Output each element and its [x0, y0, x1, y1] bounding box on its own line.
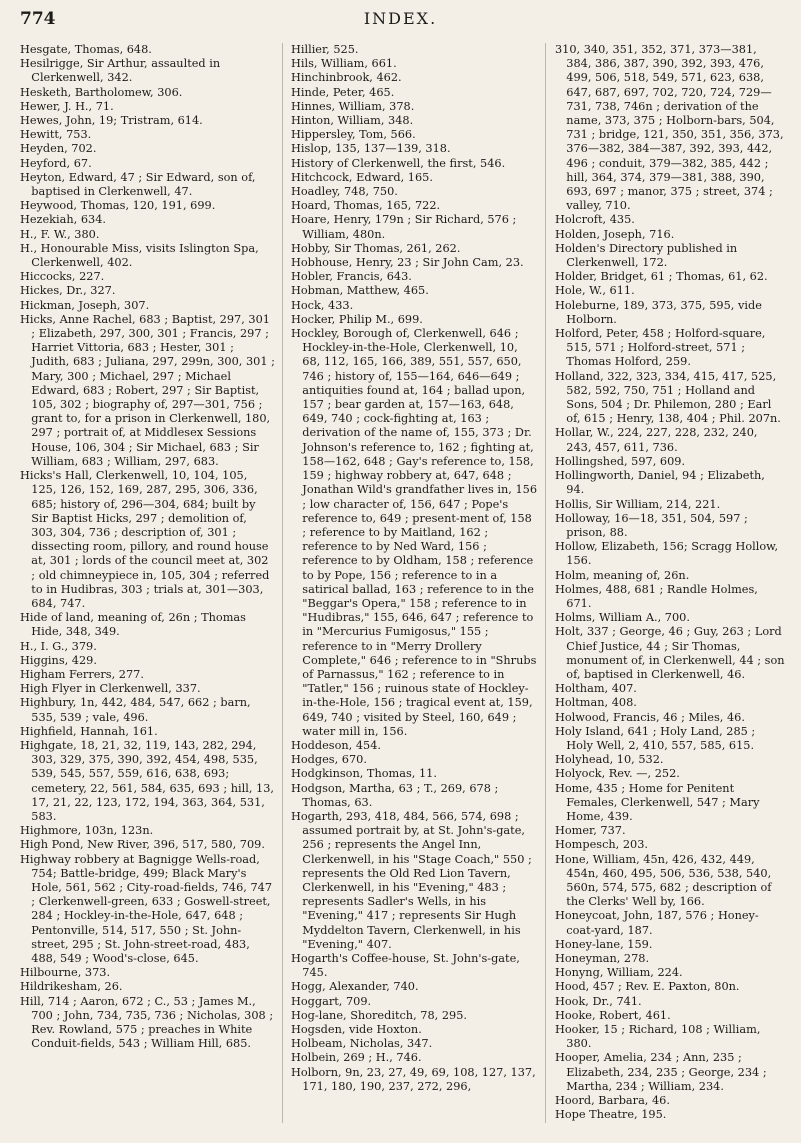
index-entry: Highbury, 1n, 442, 484, 547, 662 ; barn, 535, 539 ; vale, 496.: [20, 696, 251, 724]
index-entry: Hils, William, 661.: [291, 57, 397, 71]
index-entry: Hockley, Borough of, Clerkenwell, 646 ; Hockley-in-the-Hole, Clerkenwell, 10, 68, 112, 165, 166, 389, 551, 557, 650, 746 ; history of, 155—164, 646—649 ; antiquities found at, 164 ; ballad upon, 157 ; bear garden at, 157—163, 648, 649, 740 ; cock-fighting at, 163 ; derivation of the name of, 155, 373 ; Dr. Johnson's reference to, 162 ; fighting at, 158—162, 648 ; Gay's reference to, 158, 159 ; highway robbery at, 647, 648 ; Jonathan Wild's grandfather lives in, 156 ; low character of, 156, 647 ; Pope's reference to, 649 ; present-ment of, 158 ; reference to by Maitland, 162 ; reference to by Ned Ward, 156 ; reference to by Oldham, 158 ; reference to by Pope, 156 ; reference to in a satirical ballad, 163 ; reference to in the "Beggar's Opera," 158 ; reference to in "Hudibras," 155, 646, 647 ; reference to in "Mercurius Fumigosus," 155 ; reference to in "Merry Drollery Complete," 646 ; reference to in "Shrubs of Parnassus," 162 ; reference to in "Tatler," 156 ; ruinous state of Hockley-in-the-Hole, 156 ; tragical event at, 159, 649, 740 ; visited by Steel, 160, 649 ; water mill in, 156.: [291, 327, 538, 738]
index-entry: Home, 435 ; Home for Penitent Females, Clerkenwell, 547 ; Mary Home, 439.: [555, 781, 760, 823]
index-column-3: [555, 43, 785, 1122]
index-entry: Hompesch, 203.: [555, 838, 649, 852]
index-entry: Holtman, 408.: [555, 696, 637, 710]
index-entry: Holyhead, 10, 532.: [555, 753, 664, 767]
index-entry: Honyng, William, 224.: [555, 966, 683, 980]
index-entry: Hodgkinson, Thomas, 11.: [291, 767, 437, 781]
index-entry: Hogarth, 293, 418, 484, 566, 574, 698 ; assumed portrait by, at St. John's-gate, 256 ; represents the Angel Inn, Clerkenwell, in his "Stage Coach," 550 ; represents the Old Red Lion Tavern, Clerkenwell, in his "Evening," 483 ; represents Sadler's Wells, in his "Evening," 417 ; represents Sir Hugh Myddelton Tavern, Clerkenwell, in his "Evening," 407.: [291, 809, 532, 951]
index-entry: Holland, 322, 323, 334, 415, 417, 525, 582, 592, 750, 751 ; Holland and Sons, 504 ; Dr. Philemon, 280 ; Earl of, 615 ; Henry, 138, 404 ; Phil. 207n.: [555, 369, 781, 426]
index-entry: Heyton, Edward, 47 ; Sir Edward, son of, baptised in Clerkenwell, 47.: [20, 170, 256, 199]
index-entry: Hicks's Hall, Clerkenwell, 10, 104, 105, 125, 126, 152, 169, 287, 295, 306, 336, 685; history of, 296—304, 684; built by Sir Baptist Hicks, 297 ; demolition of, 303, 304, 736 ; description of, 301 ; dissecting room, pillory, and round house at, 301 ; lords of the council meet at, 302 ; old chimneypiece in, 105, 304 ; referred to in Hudibras, 303 ; trials at, 301—303, 684, 747.: [20, 469, 270, 610]
index-entry: Holtham, 407.: [555, 682, 637, 696]
index-entry: Hoddeson, 454.: [291, 738, 382, 752]
index-entry: Holwood, Francis, 46 ; Miles, 46.: [555, 710, 745, 724]
index-column-2: [291, 43, 538, 1094]
index-entry: Hinton, William, 348.: [291, 114, 414, 128]
index-entry: Hinnes, William, 378.: [291, 99, 415, 113]
index-entry: Hoard, Thomas, 165, 722.: [291, 199, 441, 213]
index-entry: 310, 340, 351, 352, 371, 373—381, 384, 386, 387, 390, 392, 393, 476, 499, 506, 518, 549, 571, 623, 638, 647, 687, 697, 702, 720, 724, 729—731, 738, 746n ; derivation of the name, 373, 375 ; Holborn-bars, 504, 731 ; bridge, 121, 350, 351, 356, 373, 376—382, 384—387, 392, 393, 442, 496 ; conduit, 379—382, 385, 442 ; hill, 364, 374, 379—381, 388, 390, 693, 697 ; manor, 375 ; street, 374 ; valley, 710.: [555, 43, 784, 213]
index-entry: Hogarth's Coffee-house, St. John's-gate, 745.: [291, 952, 520, 980]
index-entry: Hewes, John, 19; Tristram, 614.: [20, 114, 203, 128]
index-entry: Holbein, 269 ; H., 746.: [291, 1051, 422, 1065]
index-entry: Hodgson, Martha, 63 ; T., 269, 678 ; Thomas, 63.: [291, 781, 499, 809]
index-entry: Hinchinbrook, 462.: [291, 71, 402, 85]
index-entry: Heywood, Thomas, 120, 191, 699.: [20, 199, 216, 213]
index-entry: Holborn, 9n, 23, 27, 49, 69, 108, 127, 137, 171, 180, 190, 237, 272, 296,: [291, 1065, 536, 1093]
column-divider: [545, 43, 546, 1123]
index-entry: H., Honourable Miss, visits Islington Spa, Clerkenwell, 402.: [20, 241, 259, 270]
index-entry: H., F. W., 380.: [20, 227, 100, 241]
index-entry: Hillier, 525.: [291, 43, 359, 56]
index-entry: Heyford, 67.: [20, 156, 92, 170]
index-entry: Holbeam, Nicholas, 347.: [291, 1037, 433, 1051]
index-entry: Honey-lane, 159.: [555, 937, 653, 951]
index-entry: Hill, 714 ; Aaron, 672 ; C., 53 ; James M., 700 ; John, 734, 735, 736 ; Nicholas, 308 ; Rev. Rowland, 575 ; preaches in White Conduit-fields, 543 ; William Hill, 685.: [20, 994, 274, 1051]
index-entry: Hezekiah, 634.: [20, 213, 106, 227]
index-entry: Hog-lane, Shoreditch, 78, 295.: [291, 1008, 467, 1022]
index-entry: Hilbourne, 373.: [20, 966, 111, 980]
index-entry: Holcroft, 435.: [555, 213, 635, 227]
index-entry: Hooke, Robert, 461.: [555, 1008, 671, 1022]
index-entry: Hole, W., 611.: [555, 284, 635, 298]
index-entry: Honeyman, 278.: [555, 952, 650, 965]
index-entry: Hesilrigge, Sir Arthur, assaulted in Clerkenwell, 342.: [20, 57, 221, 85]
index-entry: Hogg, Alexander, 740.: [291, 980, 419, 994]
index-entry: Holder, Bridget, 61 ; Thomas, 61, 62.: [555, 270, 768, 284]
index-entry: Hope Theatre, 195.: [555, 1108, 667, 1122]
index-entry: Hook, Dr., 741.: [555, 994, 642, 1008]
index-entry: Hesketh, Bartholomew, 306.: [20, 85, 183, 99]
index-entry: Hock, 433.: [291, 298, 354, 312]
index-entry: Hocker, Philip M., 699.: [291, 312, 423, 326]
index-entry: Hewitt, 753.: [20, 128, 92, 142]
index-entry: Holloway, 16—18, 351, 504, 597 ; prison, 88.: [555, 511, 748, 539]
index-entry: H., I. G., 379.: [20, 639, 97, 653]
index-entry: High Flyer in Clerkenwell, 337.: [20, 682, 201, 696]
index-entry: Hobby, Sir Thomas, 261, 262.: [291, 241, 461, 255]
index-entry: Hislop, 135, 137—139, 318.: [291, 142, 451, 156]
index-entry: Hooper, Amelia, 234 ; Ann, 235 ; Elizabeth, 234, 235 ; George, 234 ; Martha, 234 ; William, 234.: [555, 1051, 767, 1093]
index-entry: Hickman, Joseph, 307.: [20, 298, 150, 312]
index-entry: Higgins, 429.: [20, 653, 97, 667]
index-entry: Hollar, W., 224, 227, 228, 232, 240, 243, 457, 611, 736.: [555, 426, 758, 454]
index-entry: Hesgate, Thomas, 648.: [20, 43, 152, 56]
index-entry: Hippersley, Tom, 566.: [291, 128, 416, 142]
index-entry: Hollingworth, Daniel, 94 ; Elizabeth, 94.: [555, 469, 765, 497]
index-entry: Hinde, Peter, 465.: [291, 85, 395, 99]
index-entry: Honeycoat, John, 187, 576 ; Honey-coat-yard, 187.: [555, 909, 759, 937]
index-entry: Hone, William, 45n, 426, 432, 449, 454n, 460, 495, 506, 536, 538, 540, 560n, 574, 575, 682 ; description of the Clerks' Well by, 166.: [555, 852, 772, 909]
index-entry: Holms, William A., 700.: [555, 611, 690, 625]
index-entry: Hildrikesham, 26.: [20, 980, 123, 994]
index-entry: Higham Ferrers, 277.: [20, 667, 144, 681]
index-entry: High Pond, New River, 396, 517, 580, 709.: [20, 838, 265, 852]
index-entry: Hoggart, 709.: [291, 994, 372, 1008]
index-entry: Hicks, Anne Rachel, 683 ; Baptist, 297, 301 ; Elizabeth, 297, 300, 301 ; Francis, 297 ; Harriet Vittoria, 683 ; Hester, 301 ; Judith, 683 ; Juliana, 297, 299n, 300, 301 ; Mary, 300 ; Michael, 297 ; Michael Edward, 683 ; Robert, 297 ; Sir Baptist, 105, 302 ; biography of, 297—301, 756 ; grant to, for a prison in Clerkenwell, 180, 297 ; portrait of, at Middlesex Sessions House, 106, 304 ; Sir Michael, 683 ; Sir William, 683 ; William, 297, 683.: [20, 312, 275, 468]
index-entry: Hobler, Francis, 643.: [291, 270, 412, 284]
index-entry: Highfield, Hannah, 161.: [20, 724, 158, 738]
index-entry: Hewer, J. H., 71.: [20, 99, 114, 113]
index-entry: Hoadley, 748, 750.: [291, 185, 398, 199]
page-header: [0, 9, 801, 31]
index-entry: Homer, 737.: [555, 824, 626, 838]
page-title: INDEX.: [363, 9, 438, 28]
index-entry: Hickes, Dr., 327.: [20, 284, 116, 298]
index-entry: Holy Island, 641 ; Holy Land, 285 ; Holy Well, 2, 410, 557, 585, 615.: [555, 724, 756, 752]
index-entry: Hollis, Sir William, 214, 221.: [555, 497, 721, 511]
index-entry: Hide of land, meaning of, 26n ; Thomas Hide, 348, 349.: [20, 611, 246, 639]
index-entry: Highgate, 18, 21, 32, 119, 143, 282, 294, 303, 329, 375, 390, 392, 454, 498, 535, 539, 545, 557, 559, 616, 638, 693; cemetery, 22, 561, 584, 635, 693 ; hill, 13, 17, 21, 22, 123, 172, 194, 363, 364, 531, 583.: [20, 738, 274, 823]
index-entry: Holford, Peter, 458 ; Holford-square, 515, 571 ; Holford-street, 571 ; Thomas Holford, 259.: [555, 327, 766, 369]
index-entry: Hollingshed, 597, 609.: [555, 454, 686, 468]
index-entry: Hooker, 15 ; Richard, 108 ; William, 380.: [555, 1023, 761, 1051]
index-entry: Hobhouse, Henry, 23 ; Sir John Cam, 23.: [291, 256, 524, 270]
index-entry: Hobman, Matthew, 465.: [291, 284, 429, 298]
index-entry: Heyden, 702.: [20, 142, 97, 156]
index-entry: Holmes, 488, 681 ; Randle Holmes, 671.: [555, 582, 758, 610]
index-entry: Hoord, Barbara, 46.: [555, 1094, 670, 1108]
index-column-1: [20, 43, 275, 1051]
index-entry: History of Clerkenwell, the first, 546.: [291, 156, 506, 170]
index-entry: Hood, 457 ; Rev. E. Paxton, 80n.: [555, 980, 740, 994]
index-entry: Hodges, 670.: [291, 753, 367, 767]
index-entry: Holden's Directory published in Clerkenwell, 172.: [555, 241, 738, 270]
index-entry: Hogsden, vide Hoxton.: [291, 1023, 422, 1037]
index-entry: Holyock, Rev. —, 252.: [555, 767, 680, 781]
index-entry: Holden, Joseph, 716.: [555, 227, 675, 241]
index-entry: Holt, 337 ; George, 46 ; Guy, 263 ; Lord Chief Justice, 44 ; Sir Thomas, monument of, in Clerkenwell, 44 ; son of, baptised in Clerkenwell, 46.: [555, 625, 785, 681]
index-entry: Highmore, 103n, 123n.: [20, 824, 154, 838]
index-entry: Hollow, Elizabeth, 156; Scragg Hollow, 156.: [555, 540, 779, 568]
page-number: 774: [20, 9, 56, 29]
index-entry: Hoare, Henry, 179n ; Sir Richard, 576 ; William, 480n.: [291, 213, 517, 241]
index-entry: Hitchcock, Edward, 165.: [291, 170, 433, 184]
index-entry: Holm, meaning of, 26n.: [555, 568, 690, 582]
index-entry: Highway robbery at Bagnigge Wells-road, 754; Battle-bridge, 499; Black Mary's Hole, 561, 562 ; City-road-fields, 746, 747 ; Clerkenwell-green, 633 ; Goswell-street, 284 ; Hockley-in-the-Hole, 647, 648 ; Pentonville, 514, 517, 550 ; St. John-street, 295 ; St. John-street-road, 483, 488, 549 ; Wood's-close, 645.: [20, 852, 273, 965]
column-divider: [282, 43, 283, 1123]
index-entry: Hiccocks, 227.: [20, 270, 105, 284]
index-entry: Holeburne, 189, 373, 375, 595, vide Holborn.: [555, 298, 762, 326]
